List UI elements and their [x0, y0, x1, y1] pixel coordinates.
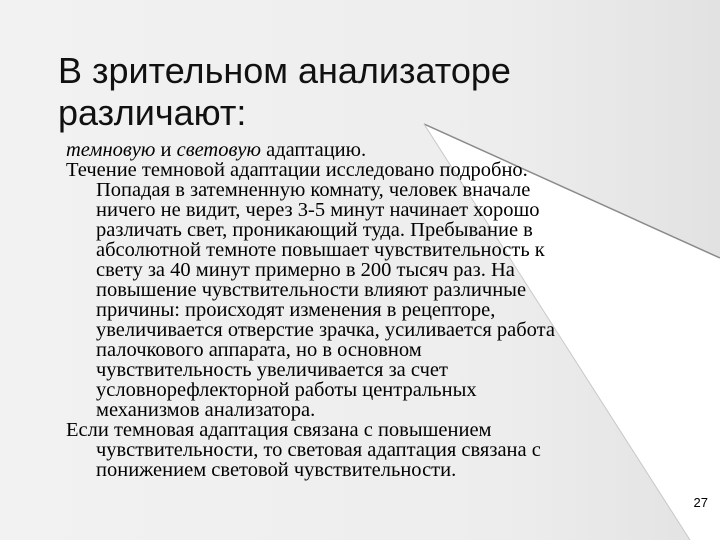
paragraph-dark-adaptation [66, 160, 666, 420]
page-number: 27 [693, 495, 708, 510]
paragraph-line: причины: происходят изменения в рецепторе, [96, 299, 496, 321]
slide-body [66, 140, 666, 480]
paragraph-line: условнорефлекторной работы центральных [96, 379, 477, 401]
paragraph-line: свету за 40 минут примерно в 200 тысяч раз. На [96, 259, 515, 281]
term-dark-adaptation: темновую [66, 139, 156, 161]
paragraph-line: увеличивается отверстие зрачка, усиливается работа [96, 319, 555, 341]
paragraph-line: Течение темновой адаптации исследовано подробно. [66, 159, 528, 181]
paragraph-line: ничего не видит, через 3-5 минут начинает хорошо [96, 199, 540, 221]
paragraph-line: повышение чувствительности влияют различные [96, 279, 527, 301]
paragraph-light-adaptation [66, 420, 666, 480]
paragraph-line: Попадая в затемненную комнату, человек вначале [96, 179, 531, 201]
slide-title-line-2: различают: [58, 92, 247, 133]
paragraph-line: чувствительности, то световая адаптация связана с [96, 439, 541, 461]
paragraph-line: палочкового аппарата, но в основном [96, 339, 422, 361]
intro-rest: адаптацию. [260, 139, 367, 161]
paragraph-line: Если темновая адаптация связана с повышением [66, 419, 492, 441]
intro-conjunction: и [155, 139, 177, 161]
paragraph-line: понижением световой чувствительности. [96, 459, 457, 481]
slide-title [58, 50, 658, 134]
term-light-adaptation: световую [176, 139, 261, 161]
paragraph-line: различать свет, проникающий туда. Пребывание в [96, 219, 533, 241]
slide-title-line-1: В зрительном анализаторе [58, 50, 511, 91]
paragraph-line: чувствительность увеличивается за счет [96, 359, 448, 381]
intro-line [66, 140, 666, 160]
paragraph-line: механизмов анализатора. [96, 399, 316, 421]
paragraph-line: абсолютной темноте повышает чувствительность к [96, 239, 545, 261]
